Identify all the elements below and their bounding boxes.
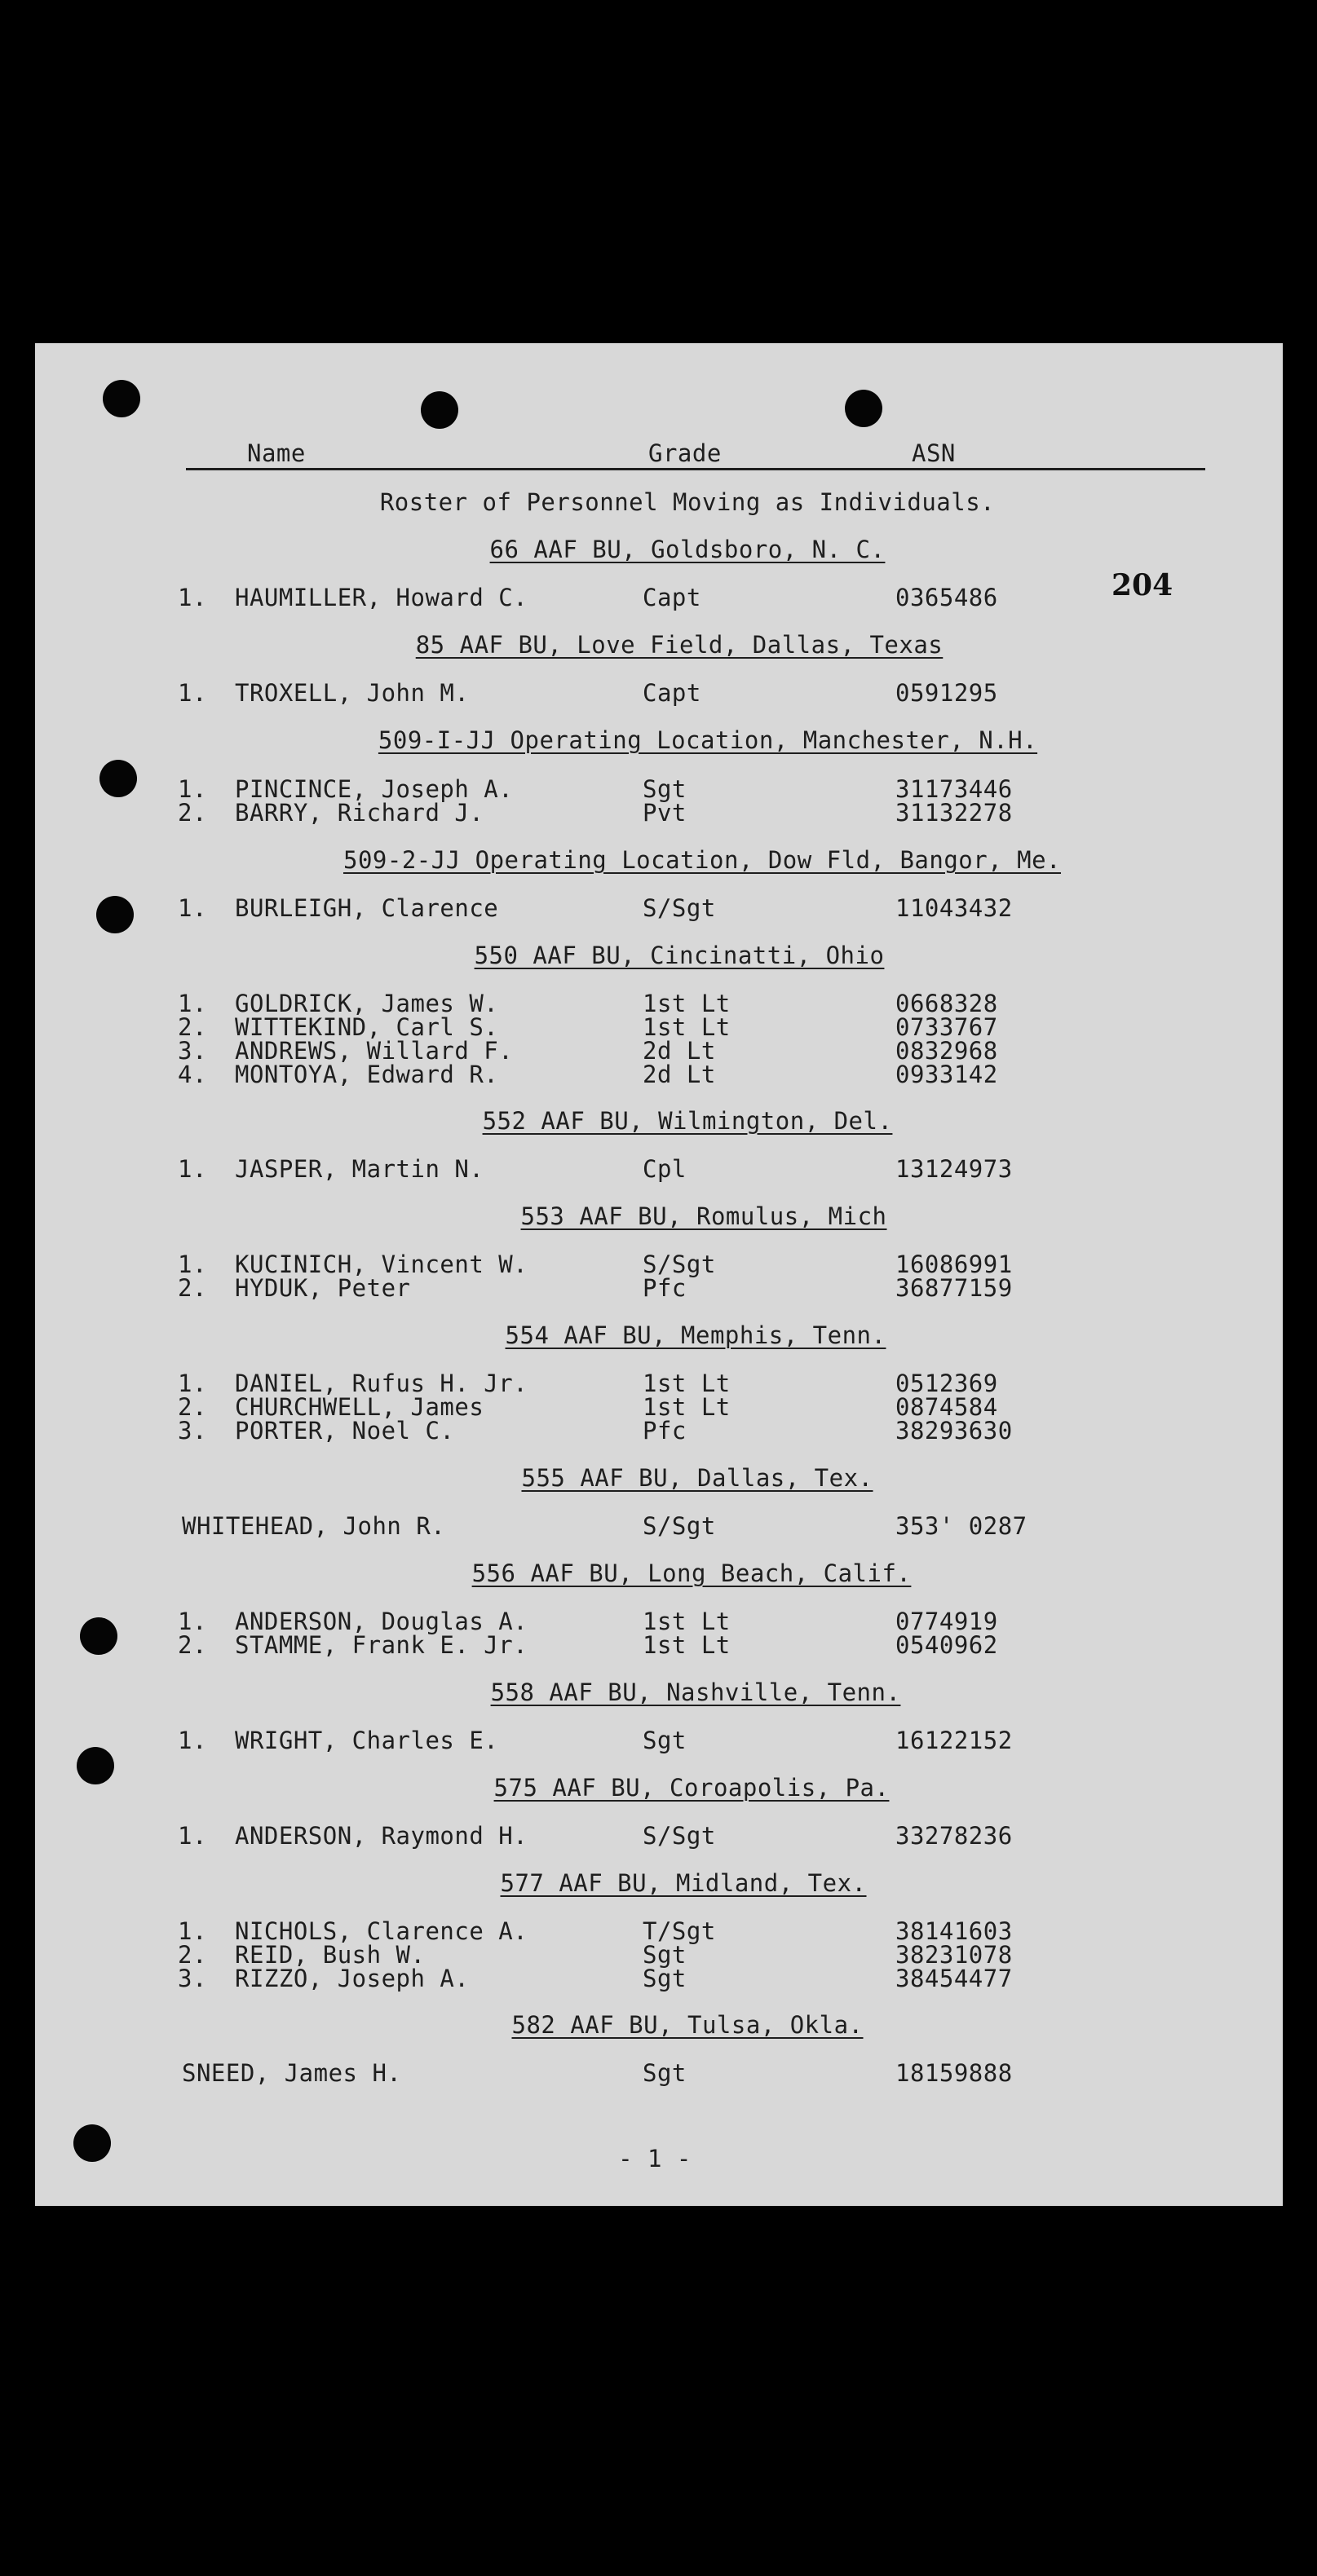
person-grade: S/Sgt xyxy=(643,1512,716,1540)
person-grade: Pfc xyxy=(643,1274,687,1302)
section-heading: 556 AAF BU, Long Beach, Calif. xyxy=(471,1559,912,1587)
person-grade: S/Sgt xyxy=(643,1251,716,1278)
person-grade: 1st Lt xyxy=(643,1608,731,1635)
column-header-grade: Grade xyxy=(648,439,722,467)
person-grade: Sgt xyxy=(643,1727,687,1754)
person-name: KUCINICH, Vincent W. xyxy=(235,1251,528,1278)
person-name: TROXELL, John M. xyxy=(235,679,470,707)
person-name: HYDUK, Peter xyxy=(235,1274,411,1302)
person-grade: 1st Lt xyxy=(643,1013,731,1041)
section-heading: 509-2-JJ Operating Location, Dow Fld, Bangor, Me. xyxy=(343,846,1062,874)
section-heading: 582 AAF BU, Tulsa, Okla. xyxy=(511,2011,864,2039)
person-name: RIZZO, Joseph A. xyxy=(235,1965,470,1992)
row-number: 2. xyxy=(178,1013,207,1041)
person-name: PORTER, Noel C. xyxy=(235,1417,455,1445)
person-asn: 31132278 xyxy=(895,799,1013,827)
person-asn: 0733767 xyxy=(895,1013,998,1041)
row-number: 1. xyxy=(178,1727,207,1754)
punch-hole xyxy=(96,896,134,933)
row-number: 4. xyxy=(178,1061,207,1088)
row-number: 1. xyxy=(178,1370,207,1397)
person-grade: T/Sgt xyxy=(643,1917,716,1945)
column-header-asn: ASN xyxy=(912,439,956,467)
person-name: STAMME, Frank E. Jr. xyxy=(235,1631,528,1659)
row-number: 1. xyxy=(178,990,207,1017)
person-grade: Capt xyxy=(643,584,701,611)
person-asn: 38231078 xyxy=(895,1941,1013,1969)
row-number: 2. xyxy=(178,1393,207,1421)
section-heading: 66 AAF BU, Goldsboro, N. C. xyxy=(489,536,886,563)
section-heading: 550 AAF BU, Cincinatti, Ohio xyxy=(474,942,885,969)
person-asn: 353' 0287 xyxy=(895,1512,1028,1540)
person-asn: 13124973 xyxy=(895,1155,1013,1183)
person-name: WITTEKIND, Carl S. xyxy=(235,1013,499,1041)
punch-hole xyxy=(99,760,137,797)
roster-page xyxy=(35,343,1283,2206)
person-asn: 0591295 xyxy=(895,679,998,707)
row-number: 1. xyxy=(178,894,207,922)
person-name: ANDERSON, Raymond H. xyxy=(235,1822,528,1850)
person-grade: S/Sgt xyxy=(643,1822,716,1850)
person-asn: 0365486 xyxy=(895,584,998,611)
row-number: 1. xyxy=(178,1251,207,1278)
row-number: 2. xyxy=(178,1274,207,1302)
person-name: WRIGHT, Charles E. xyxy=(235,1727,499,1754)
person-asn: 38293630 xyxy=(895,1417,1013,1445)
section-heading: 575 AAF BU, Coroapolis, Pa. xyxy=(493,1774,890,1802)
punch-hole xyxy=(845,390,882,427)
row-number: 2. xyxy=(178,1941,207,1969)
person-name: PINCINCE, Joseph A. xyxy=(235,775,514,803)
person-asn: 11043432 xyxy=(895,894,1013,922)
punch-hole xyxy=(80,1617,117,1655)
person-name: BARRY, Richard J. xyxy=(235,799,484,827)
person-asn: 38454477 xyxy=(895,1965,1013,1992)
section-heading: 553 AAF BU, Romulus, Mich xyxy=(520,1202,887,1230)
row-number: 1. xyxy=(178,1917,207,1945)
header-rule xyxy=(186,468,1205,470)
roster-title: Roster of Personnel Moving as Individuals. xyxy=(379,488,996,516)
person-asn: 0512369 xyxy=(895,1370,998,1397)
row-number: 3. xyxy=(178,1965,207,1992)
punch-hole xyxy=(103,380,140,417)
section-heading: 558 AAF BU, Nashville, Tenn. xyxy=(490,1678,901,1706)
person-grade: Capt xyxy=(643,679,701,707)
section-heading: 577 AAF BU, Midland, Tex. xyxy=(500,1869,867,1897)
person-name: ANDREWS, Willard F. xyxy=(235,1037,514,1065)
person-asn: 0933142 xyxy=(895,1061,998,1088)
person-grade: 2d Lt xyxy=(643,1037,716,1065)
person-asn: 16122152 xyxy=(895,1727,1013,1754)
person-asn: 0668328 xyxy=(895,990,998,1017)
column-header-name: Name xyxy=(247,439,306,467)
person-asn: 33278236 xyxy=(895,1822,1013,1850)
person-grade: 1st Lt xyxy=(643,1370,731,1397)
row-number: 3. xyxy=(178,1037,207,1065)
person-grade: 2d Lt xyxy=(643,1061,716,1088)
person-asn: 0774919 xyxy=(895,1608,998,1635)
person-asn: 31173446 xyxy=(895,775,1013,803)
person-name: NICHOLS, Clarence A. xyxy=(235,1917,528,1945)
row-number: 1. xyxy=(178,584,207,611)
person-grade: Cpl xyxy=(643,1155,687,1183)
section-heading: 552 AAF BU, Wilmington, Del. xyxy=(482,1107,893,1135)
row-number: 2. xyxy=(178,799,207,827)
person-name: CHURCHWELL, James xyxy=(235,1393,484,1421)
section-heading: 85 AAF BU, Love Field, Dallas, Texas xyxy=(415,631,944,659)
person-name: JASPER, Martin N. xyxy=(235,1155,484,1183)
person-grade: Pfc xyxy=(643,1417,687,1445)
person-grade: Sgt xyxy=(643,775,687,803)
person-name: ANDERSON, Douglas A. xyxy=(235,1608,528,1635)
person-grade: Sgt xyxy=(643,2059,687,2087)
person-grade: S/Sgt xyxy=(643,894,716,922)
person-grade: Pvt xyxy=(643,799,687,827)
punch-hole xyxy=(77,1747,114,1784)
person-name: REID, Bush W. xyxy=(235,1941,426,1969)
person-grade: 1st Lt xyxy=(643,1631,731,1659)
person-asn: 0874584 xyxy=(895,1393,998,1421)
person-asn: 36877159 xyxy=(895,1274,1013,1302)
page-number: - 1 - xyxy=(618,2145,692,2172)
person-asn: 18159888 xyxy=(895,2059,1013,2087)
person-asn: 0832968 xyxy=(895,1037,998,1065)
person-asn: 16086991 xyxy=(895,1251,1013,1278)
section-heading: 555 AAF BU, Dallas, Tex. xyxy=(521,1464,873,1492)
person-name: WHITEHEAD, John R. xyxy=(182,1512,446,1540)
row-number: 1. xyxy=(178,1822,207,1850)
person-name: HAUMILLER, Howard C. xyxy=(235,584,528,611)
row-number: 3. xyxy=(178,1417,207,1445)
person-grade: Sgt xyxy=(643,1941,687,1969)
punch-hole xyxy=(73,2124,111,2162)
person-grade: 1st Lt xyxy=(643,990,731,1017)
person-name: GOLDRICK, James W. xyxy=(235,990,499,1017)
person-asn: 0540962 xyxy=(895,1631,998,1659)
section-heading: 509-I-JJ Operating Location, Manchester, N.H. xyxy=(378,726,1038,754)
punch-hole xyxy=(421,391,458,429)
section-heading: 554 AAF BU, Memphis, Tenn. xyxy=(505,1321,886,1349)
person-asn: 38141603 xyxy=(895,1917,1013,1945)
person-name: DANIEL, Rufus H. Jr. xyxy=(235,1370,528,1397)
stamp-number: 204 xyxy=(1111,568,1173,602)
person-name: MONTOYA, Edward R. xyxy=(235,1061,499,1088)
person-grade: 1st Lt xyxy=(643,1393,731,1421)
row-number: 1. xyxy=(178,1608,207,1635)
person-name: BURLEIGH, Clarence xyxy=(235,894,499,922)
person-name: SNEED, James H. xyxy=(182,2059,402,2087)
row-number: 1. xyxy=(178,1155,207,1183)
row-number: 2. xyxy=(178,1631,207,1659)
person-grade: Sgt xyxy=(643,1965,687,1992)
row-number: 1. xyxy=(178,775,207,803)
row-number: 1. xyxy=(178,679,207,707)
